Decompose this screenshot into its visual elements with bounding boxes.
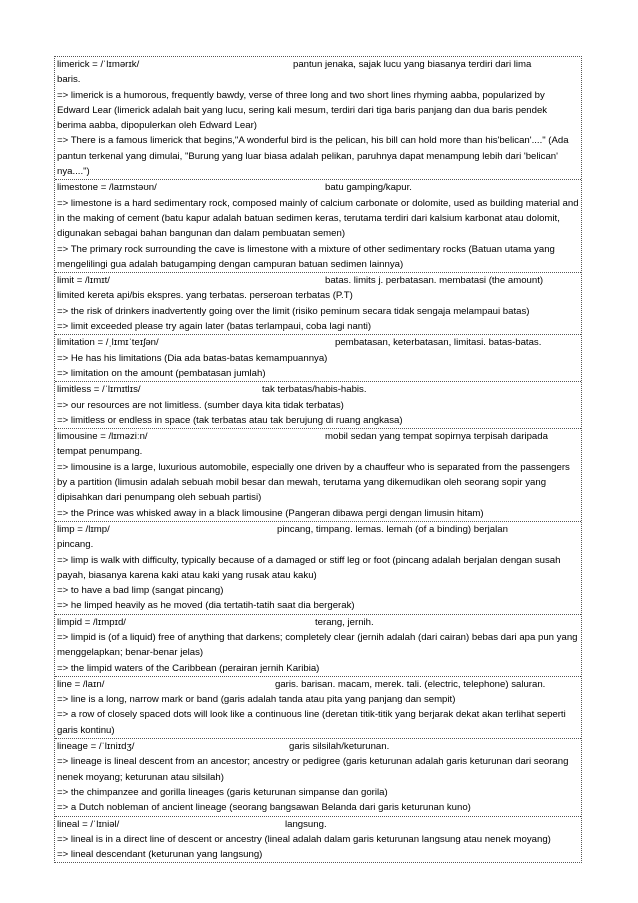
- dictionary-entry: [55, 334, 581, 381]
- dictionary-entry: [55, 428, 581, 521]
- dictionary-page: [54, 56, 582, 863]
- entry-example: => limestone is a hard sedimentary rock, composed mainly of calcium carbonate or dolomite, used as building material and in the making of cement (batu kapur adalah batuan sedimen keras, terutama terdiri dari kalsium karbonat atau dolomit, digunakan sebagai bahan bangunan dan dalam pembuatan semen): [57, 197, 579, 240]
- entry-example: => he limped heavily as he moved (dia tertatih-tatih saat dia bergerak): [57, 600, 355, 612]
- entry-meaning-continued: baris.: [57, 74, 81, 86]
- entry-example: => limitless or endless in space (tak terbatas atau tak berujung di ruang angkasa): [57, 414, 403, 426]
- dictionary-entry: [55, 179, 581, 272]
- entry-meaning: batas. limits j. perbatasan. membatasi (the amount): [325, 275, 544, 287]
- entry-example: => to have a bad limp (sangat pincang): [57, 585, 224, 597]
- entry-term: limp = /lɪmp/: [57, 523, 110, 535]
- entry-meaning-continued: limited kereta api/bis ekspres. yang terbatas. perseroan terbatas (P.T): [57, 290, 353, 302]
- entry-example: => the risk of drinkers inadvertently going over the limit (risiko peminum secara tidak sengaja melampaui batas): [57, 305, 530, 317]
- entry-headline: [57, 429, 579, 444]
- entry-example: => limitation on the amount (pembatasan jumlah): [57, 367, 266, 379]
- entry-headline: [57, 382, 579, 397]
- entry-example: => limousine is a large, luxurious automobile, especially one driven by a chauffeur who is separated from the passengers by a partition (limusin adalah sebuah mobil besar dan mewah, terutama yang dikemudikan oleh seorang sopir yang dipisahkan dari penumpang oleh sebuah partisi): [57, 461, 570, 504]
- entry-headline: [57, 739, 579, 754]
- entry-term: lineage = /ˈlɪniɪdʒ/: [57, 741, 135, 753]
- entry-headline: [57, 615, 579, 630]
- entry-meaning: garis. barisan. macam, merek. tali. (electric, telephone) saluran.: [275, 678, 546, 690]
- dictionary-entry: [55, 676, 581, 738]
- entry-term: limerick = /ˈlɪmərɪk/: [57, 59, 140, 70]
- entry-meaning: pincang, timpang. lemas. lemah (of a binding) berjalan: [277, 523, 508, 535]
- dictionary-entry: [55, 614, 581, 676]
- entry-example: => the Prince was whisked away in a black limousine (Pangeran dibawa pergi dengan limusin hitam): [57, 507, 484, 519]
- dictionary-entry: [55, 57, 581, 179]
- entry-term: limousine = /lɪməziːn/: [57, 431, 148, 443]
- entry-meaning-continued: pincang.: [57, 539, 94, 551]
- entry-example: => our resources are not limitless. (sumber daya kita tidak terbatas): [57, 399, 344, 411]
- entry-example: => limit exceeded please try again later (batas terlampaui, coba lagi nanti): [57, 321, 372, 333]
- entry-meaning: tak terbatas/habis-habis.: [262, 384, 367, 396]
- entry-example: => The primary rock surrounding the cave is limestone with a mixture of other sedimentary rocks (Batuan utama yang mengelilingi gua adalah batugamping dengan campuran batuan sedimen lainnya): [57, 243, 555, 270]
- entry-term: line = /laɪn/: [57, 678, 105, 690]
- entry-meaning: mobil sedan yang tempat sopirnya terpisah daripada: [325, 431, 548, 443]
- entry-term: limitation = /ˌlɪmɪˈteɪʃən/: [57, 337, 159, 349]
- dictionary-entry: [55, 816, 581, 863]
- entry-example: => lineal is in a direct line of descent or ancestry (lineal adalah dalam garis keturunan langsung atau nenek moyang): [57, 833, 551, 845]
- entry-term: lineal = /ˈlɪniəl/: [57, 818, 120, 830]
- entry-example: => line is a long, narrow mark or band (garis adalah tanda atau pita yang panjang dan sempit): [57, 694, 456, 706]
- entry-example: => the limpid waters of the Caribbean (perairan jernih Karibia): [57, 662, 320, 674]
- entry-example: => limp is walk with difficulty, typically because of a damaged or stiff leg or foot (pincang adalah berjalan dengan susah payah, biasanya karena kaki atau kaki yang rusak atau kaku): [57, 554, 561, 581]
- dictionary-entry: [55, 381, 581, 428]
- entry-example: => lineal descendant (keturunan yang langsung): [57, 849, 263, 861]
- entry-example: => a row of closely spaced dots will look like a continuous line (deretan titik-titik yang berjarak dekat akan terlihat seperti garis kontinu): [57, 709, 566, 736]
- entry-headline: [57, 522, 579, 537]
- entry-term: limitless = /ˈlɪmɪtlɪs/: [57, 384, 141, 396]
- entry-example: => the chimpanzee and gorilla lineages (garis keturunan simpanse dan gorila): [57, 786, 388, 798]
- entry-example: => lineage is lineal descent from an ancestor; ancestry or pedigree (garis keturunan adalah garis keturunan dari seorang nenek moyang; keturunan atau silsilah): [57, 756, 569, 783]
- dictionary-entry: [55, 272, 581, 334]
- entry-headline: [57, 57, 579, 72]
- entry-meaning: garis silsilah/keturunan.: [289, 741, 390, 753]
- entry-example: => a Dutch nobleman of ancient lineage (seorang bangsawan Belanda dari garis keturunan kuno): [57, 802, 471, 814]
- entry-meaning: pantun jenaka, sajak lucu yang biasanya terdiri dari lima: [293, 59, 532, 70]
- entry-term: limestone = /laɪmstəʊn/: [57, 182, 157, 194]
- entry-meaning-continued: tempat penumpang.: [57, 446, 143, 458]
- entry-example: => limerick is a humorous, frequently bawdy, verse of three long and two short lines rhyming aabba, popularized by Edward Lear (limerick adalah bait yang lucu, sering kali mesum, terdiri dari tiga baris panjang dan dua baris pendek berima aabba, dipopulerkan oleh Edward Lear): [57, 89, 548, 132]
- entry-term: limpid = /lɪmpɪd/: [57, 616, 126, 628]
- entry-headline: [57, 335, 579, 350]
- entry-headline: [57, 273, 579, 288]
- entry-meaning: batu gamping/kapur.: [325, 182, 412, 194]
- entry-meaning: langsung.: [285, 818, 327, 830]
- entry-headline: [57, 677, 579, 692]
- entry-headline: [57, 180, 579, 195]
- entry-headline: [57, 817, 579, 832]
- entry-meaning: terang, jernih.: [315, 616, 374, 628]
- entry-example: => There is a famous limerick that begins,"A wonderful bird is the pelican, his bill can hold more than his'belican'...." (Ada pantun terkenal yang dimulai, "Burung yang luar biasa adalah pelikan, paruhnya dapat menampung lebih dari 'belican' nya...."): [57, 135, 569, 178]
- dictionary-entry: [55, 521, 581, 614]
- entry-meaning: pembatasan, keterbatasan, limitasi. batas-batas.: [335, 337, 542, 349]
- entry-example: => limpid is (of a liquid) free of anything that darkens; completely clear (jernih adalah (dari cairan) bebas dari apa pun yang menggelapkan; benar-benar jelas): [57, 631, 578, 659]
- dictionary-entry: [55, 738, 581, 815]
- entry-example: => He has his limitations (Dia ada batas-batas kemampuannya): [57, 352, 328, 364]
- entry-term: limit = /lɪmɪt/: [57, 275, 110, 287]
